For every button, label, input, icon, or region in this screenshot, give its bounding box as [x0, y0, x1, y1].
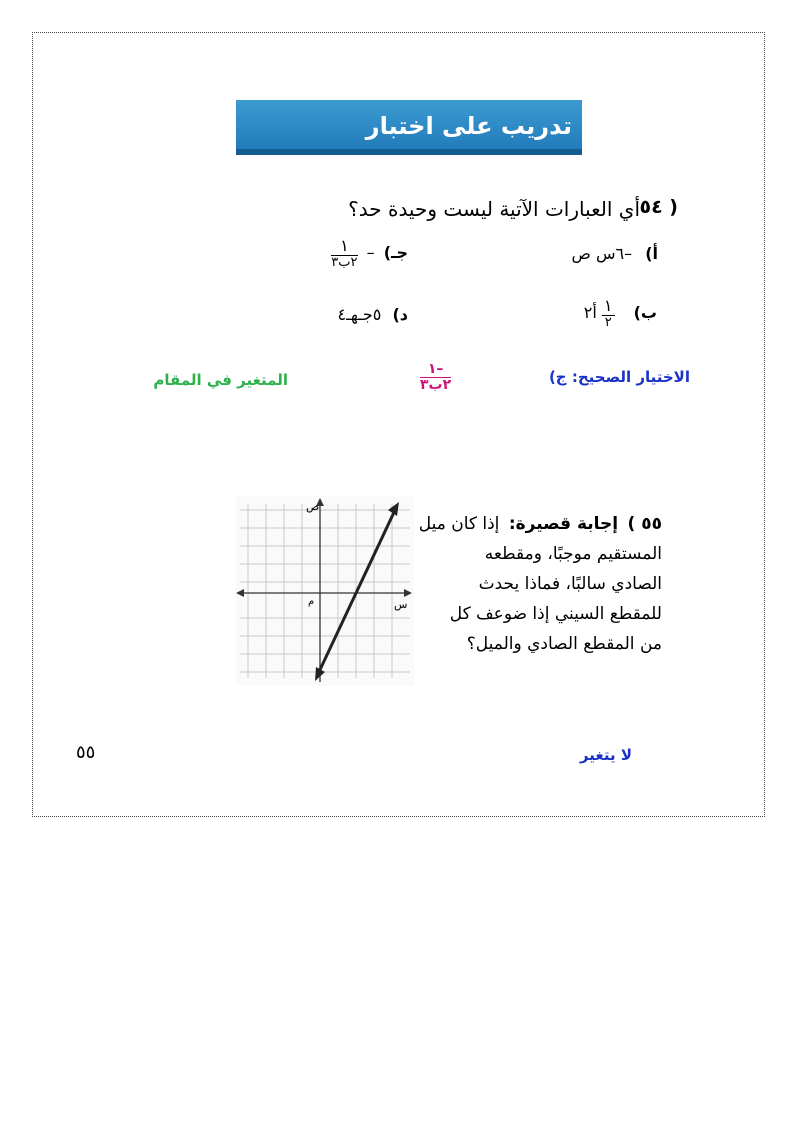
x-axis-label: س	[394, 598, 408, 611]
question-55-first-line	[419, 509, 662, 539]
question-55-line-3: الصادي سالبًا، فماذا يحدث	[478, 574, 662, 594]
question-55-number: ٥٥ )	[627, 514, 662, 534]
question-55-line-2: المستقيم موجبًا، ومقطعه	[484, 544, 662, 564]
option-a-text: –٦س ص	[571, 244, 633, 263]
option-b-fraction	[602, 298, 615, 329]
question-54-text: أي العبارات الآتية ليست وحيدة حد؟	[348, 197, 640, 221]
answer-54-note: المتغير في المقام	[153, 371, 288, 389]
question-55	[419, 509, 662, 659]
option-b-numerator: ١	[603, 296, 613, 315]
question-55-line-5: من المقطع الصادي والميل؟	[466, 634, 662, 654]
option-b-label: ب)	[633, 303, 657, 323]
question-55-line-4: للمقطع السيني إذا ضوعف كل	[449, 604, 662, 624]
y-axis-label: ص	[306, 500, 320, 513]
option-c-denominator: ٢ب٣	[331, 254, 358, 270]
origin-label: م	[308, 596, 315, 607]
option-b	[584, 298, 657, 329]
answer-54-label: الاختيار الصحيح: ج)	[548, 368, 690, 386]
question-55-label: إجابة قصيرة:	[508, 514, 619, 534]
coordinate-graph	[236, 496, 414, 686]
option-d-text: ٥جـهـ٤	[337, 305, 382, 324]
option-c-numerator: ١	[331, 238, 357, 256]
answer-55-text: لا يتغير	[579, 746, 632, 764]
option-a	[572, 244, 658, 263]
question-55-line-1: إذا كان ميل	[418, 514, 500, 534]
option-b-denominator: ٢	[604, 314, 612, 330]
option-c-sign: –	[366, 243, 375, 263]
option-d-label: د)	[392, 305, 408, 324]
answer-54-fraction	[420, 362, 451, 392]
option-a-label: أ)	[645, 244, 658, 263]
option-b-term: أ٢	[583, 303, 597, 323]
question-54-number: ٥٤ )	[639, 196, 678, 218]
option-c-fraction	[331, 238, 357, 269]
section-title: تدريب على اختبار	[365, 112, 572, 140]
answer-54-denominator: ٢ب٣	[420, 376, 452, 393]
option-c-label: جـ)	[383, 243, 408, 263]
option-d	[338, 305, 408, 324]
option-c	[331, 238, 408, 269]
answer-54-numerator: ١–	[420, 362, 451, 378]
section-banner-underline	[236, 149, 582, 155]
page-number: ٥٥	[76, 742, 96, 763]
